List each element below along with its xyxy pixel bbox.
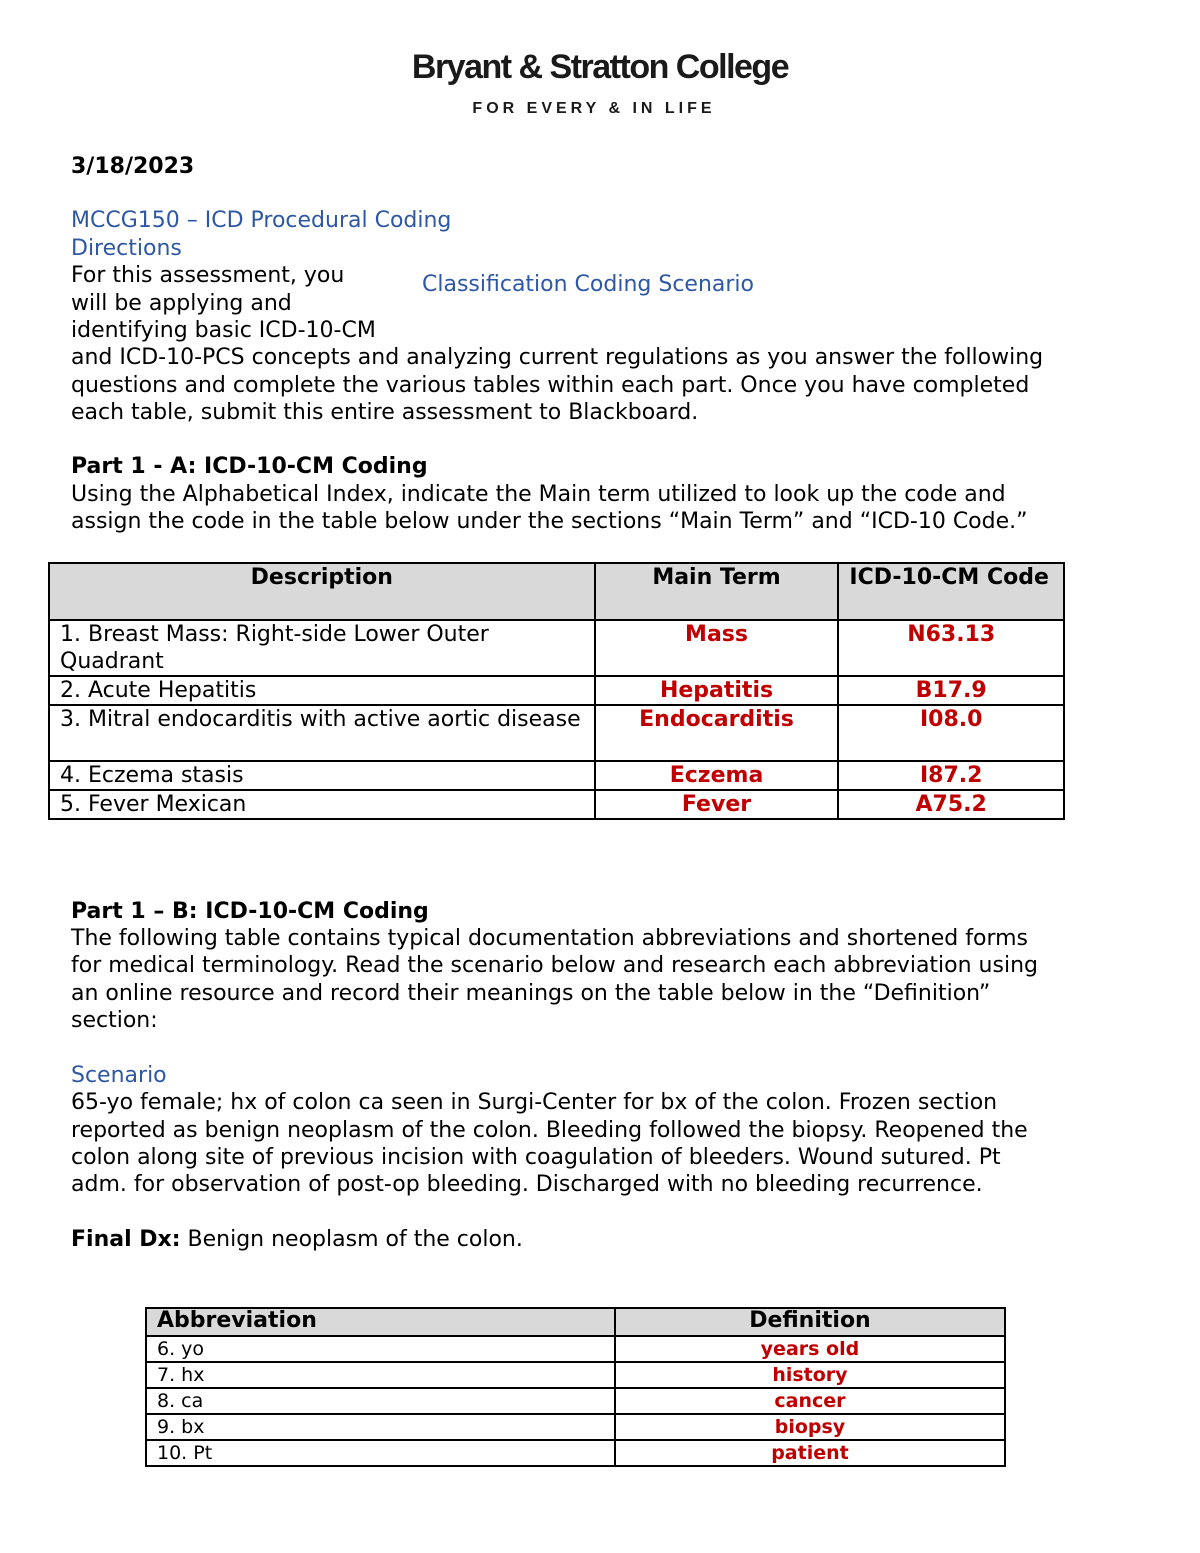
table-row	[49, 790, 1064, 819]
part1b-instruction-line: for medical terminology. Read the scenario below and research each abbreviation using	[71, 953, 1038, 978]
final-dx-label: Final Dx:	[71, 1227, 181, 1252]
description-cell: 5. Fever Mexican	[49, 790, 595, 819]
part1b-heading: Part 1 – B: ICD-10-CM Coding	[71, 899, 429, 924]
table-row	[146, 1388, 1005, 1414]
column-header-description: Description	[49, 563, 595, 620]
scenario-line: reported as benign neoplasm of the colon. Bleeding followed the biopsy. Reopened the	[71, 1118, 1028, 1143]
description-cell: 1. Breast Mass: Right-side Lower Outer Quadrant	[49, 620, 595, 676]
icd-code-cell: B17.9	[838, 676, 1064, 705]
table-row	[146, 1362, 1005, 1388]
icd10cm-coding-table	[48, 562, 1065, 820]
column-header-main-term: Main Term	[595, 563, 839, 620]
table-header-row	[146, 1308, 1005, 1336]
main-term-cell: Mass	[595, 620, 839, 676]
directions-line: For this assessment, you	[71, 263, 345, 288]
scenario-line: colon along site of previous incision with coagulation of bleeders. Wound sutured. Pt	[71, 1145, 1001, 1170]
description-cell: 2. Acute Hepatitis	[49, 676, 595, 705]
definition-cell: cancer	[615, 1388, 1005, 1414]
scenario-title: Classification Coding Scenario	[422, 272, 754, 297]
table-row	[49, 676, 1064, 705]
table-row	[146, 1336, 1005, 1362]
part1a-heading: Part 1 - A: ICD-10-CM Coding	[71, 454, 428, 479]
icd-code-cell: I08.0	[838, 705, 1064, 761]
table-row	[49, 705, 1064, 761]
main-term-cell: Eczema	[595, 761, 839, 790]
table-row	[49, 620, 1064, 676]
scenario-heading: Scenario	[71, 1063, 167, 1088]
part1a-instruction-line: Using the Alphabetical Index, indicate the Main term utilized to look up the code and	[71, 482, 1006, 507]
directions-heading: Directions	[71, 236, 182, 261]
directions-line: each table, submit this entire assessment to Blackboard.	[71, 400, 699, 425]
part1b-instruction-line: an online resource and record their meanings on the table below in the “Definition”	[71, 981, 991, 1006]
definition-cell: history	[615, 1362, 1005, 1388]
part1a-instruction-line: assign the code in the table below under the sections “Main Term” and “ICD-10 Code.”	[71, 509, 1028, 534]
directions-line: identifying basic ICD-10-CM	[71, 318, 376, 343]
final-dx-text: Benign neoplasm of the colon.	[180, 1227, 523, 1252]
directions-line: questions and complete the various tables within each part. Once you have completed	[71, 373, 1030, 398]
abbreviation-cell: 9. bx	[146, 1414, 615, 1440]
directions-line: will be applying and	[71, 291, 292, 316]
icd-code-cell: A75.2	[838, 790, 1064, 819]
main-term-cell: Hepatitis	[595, 676, 839, 705]
column-header-icd-code: ICD-10-CM Code	[838, 563, 1064, 620]
definition-cell: years old	[615, 1336, 1005, 1362]
course-title: MCCG150 – ICD Procedural Coding	[71, 208, 452, 233]
document-date: 3/18/2023	[71, 154, 195, 179]
part1b-instruction-line: section:	[71, 1008, 158, 1033]
abbreviation-cell: 6. yo	[146, 1336, 615, 1362]
college-logo-name: Bryant & Stratton College	[411, 48, 789, 86]
scenario-line: adm. for observation of post-op bleeding. Discharged with no bleeding recurrence.	[71, 1172, 983, 1197]
table-row	[49, 761, 1064, 790]
description-cell: 3. Mitral endocarditis with active aortic disease	[49, 705, 595, 761]
abbreviation-cell: 10. Pt	[146, 1440, 615, 1466]
abbreviation-cell: 8. ca	[146, 1388, 615, 1414]
final-diagnosis	[71, 1226, 523, 1254]
definition-cell: biopsy	[615, 1414, 1005, 1440]
table-row	[146, 1440, 1005, 1466]
description-cell: 4. Eczema stasis	[49, 761, 595, 790]
column-header-definition: Definition	[615, 1308, 1005, 1336]
main-term-cell: Fever	[595, 790, 839, 819]
table-header-row	[49, 563, 1064, 620]
definition-cell: patient	[615, 1440, 1005, 1466]
table-row	[146, 1414, 1005, 1440]
icd-code-cell: N63.13	[838, 620, 1064, 676]
directions-line: and ICD-10-PCS concepts and analyzing current regulations as you answer the following	[71, 345, 1044, 370]
scenario-line: 65-yo female; hx of colon ca seen in Surgi-Center for bx of the colon. Frozen section	[71, 1090, 998, 1115]
icd-code-cell: I87.2	[838, 761, 1064, 790]
main-term-cell: Endocarditis	[595, 705, 839, 761]
abbreviation-cell: 7. hx	[146, 1362, 615, 1388]
part1b-instruction-line: The following table contains typical documentation abbreviations and shortened forms	[71, 926, 1029, 951]
college-tagline: FOR EVERY & IN LIFE	[472, 100, 716, 117]
column-header-abbreviation: Abbreviation	[146, 1308, 615, 1336]
abbreviation-table	[145, 1307, 1006, 1467]
